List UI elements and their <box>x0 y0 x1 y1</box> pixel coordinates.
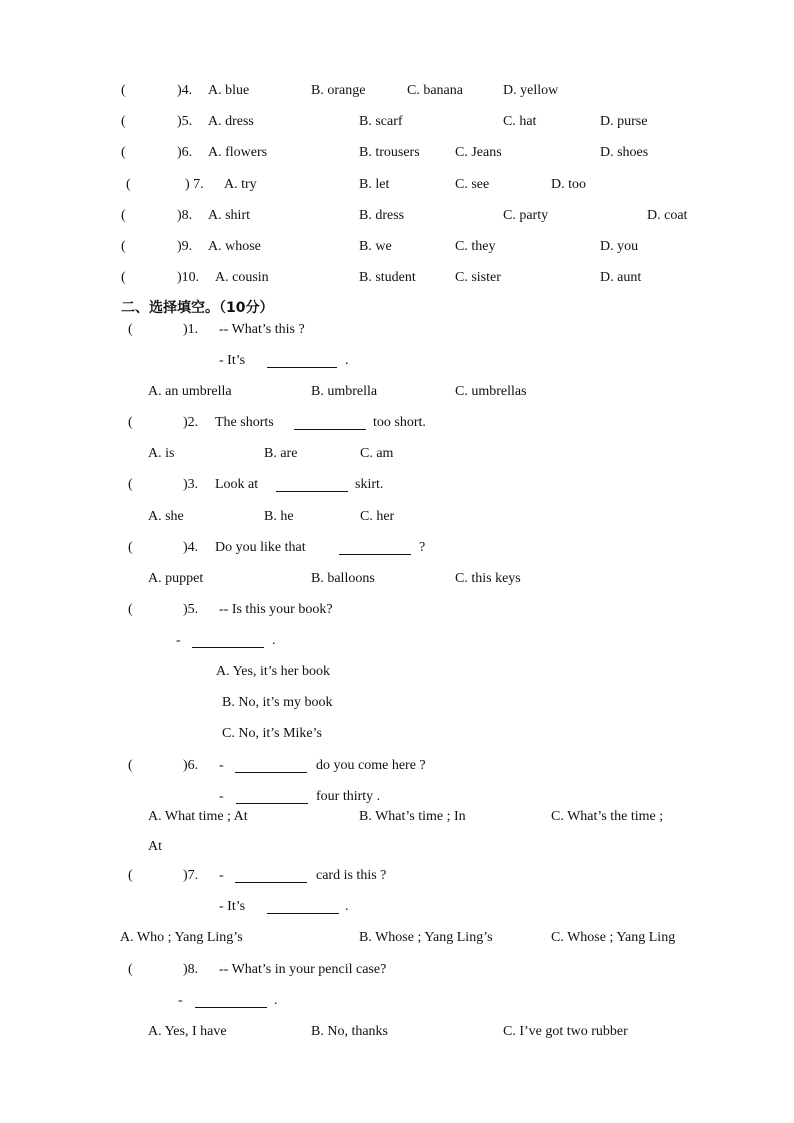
option-d: D. aunt <box>600 270 642 285</box>
option-b: B. let <box>359 177 390 192</box>
option-c: C. umbrellas <box>455 384 527 399</box>
answer-paren: ( <box>126 177 131 192</box>
option-c: C. am <box>360 446 394 461</box>
option-c: C. her <box>360 509 395 524</box>
answer-dash: - <box>178 993 183 1008</box>
option-a: A. blue <box>208 83 250 98</box>
option-a: A. shirt <box>208 208 250 223</box>
answer-suffix: . <box>272 633 276 648</box>
answer-prefix: - It’s <box>219 353 246 368</box>
answer-paren: ( <box>121 208 126 223</box>
answer-suffix: . <box>345 899 349 914</box>
section-2-heading: 二、选择填空。（10分） <box>121 300 274 316</box>
question-number: )7. <box>183 868 199 883</box>
option-continuation-text: At <box>148 839 162 854</box>
answer-suffix: four thirty . <box>316 789 381 804</box>
question-number: )4. <box>177 83 193 98</box>
option-a: A. whose <box>208 239 261 254</box>
question-text-end: do you come here ? <box>316 758 426 773</box>
blank-line[interactable] <box>195 995 267 1008</box>
answer-dash: - <box>219 789 224 804</box>
blank-line[interactable] <box>294 417 366 430</box>
answer-paren: ( <box>128 415 133 430</box>
question-number: )8. <box>177 208 193 223</box>
question-number: )6. <box>177 145 193 160</box>
blank-line[interactable] <box>267 901 339 914</box>
question-number: )2. <box>183 415 199 430</box>
option-c: C. What’s the time ; <box>551 809 664 824</box>
option-c: C. sister <box>455 270 501 285</box>
answer-paren: ( <box>128 602 133 617</box>
option-d: D. coat <box>647 208 688 223</box>
option-d: D. you <box>600 239 639 254</box>
question-text-end: card is this ? <box>316 868 387 883</box>
question-number: )6. <box>183 758 199 773</box>
answer-suffix: . <box>274 993 278 1008</box>
question-number: )5. <box>183 602 199 617</box>
option-b: B. What’s time ; In <box>359 809 466 824</box>
answer-paren: ( <box>128 962 133 977</box>
question-text-end: skirt. <box>355 477 384 492</box>
question-dash: - <box>219 758 224 773</box>
question-text-start: Look at <box>215 477 259 492</box>
answer-paren: ( <box>128 322 133 337</box>
option-c: C. party <box>503 208 549 223</box>
blank-line[interactable] <box>235 870 307 883</box>
option-b: B. he <box>264 509 294 524</box>
answer-paren: ( <box>128 758 133 773</box>
option-c: C. hat <box>503 114 537 129</box>
option-a: A. try <box>224 177 257 192</box>
option-a: A. Yes, it’s her book <box>216 664 330 679</box>
answer-paren: ( <box>121 239 126 254</box>
question-prompt: -- What’s in your pencil case? <box>219 962 387 977</box>
blank-line[interactable] <box>267 355 337 368</box>
option-a: A. an umbrella <box>148 384 232 399</box>
option-b: B. we <box>359 239 392 254</box>
option-a: A. Yes, I have <box>148 1024 227 1039</box>
option-b: B. No, it’s my book <box>222 695 333 710</box>
answer-paren: ( <box>121 145 126 160</box>
answer-paren: ( <box>128 477 133 492</box>
blank-line[interactable] <box>192 635 264 648</box>
option-c: C. No, it’s Mike’s <box>222 726 322 741</box>
option-a: A. dress <box>208 114 254 129</box>
option-c: C. Jeans <box>455 145 502 160</box>
question-dash: - <box>219 868 224 883</box>
option-d: D. yellow <box>503 83 559 98</box>
question-text-start: The shorts <box>215 415 274 430</box>
question-prompt: -- Is this your book? <box>219 602 333 617</box>
option-c: C. I’ve got two rubber <box>503 1024 628 1039</box>
option-b: B. student <box>359 270 416 285</box>
answer-paren: ( <box>121 83 126 98</box>
option-b: B. orange <box>311 83 366 98</box>
answer-prefix: - It’s <box>219 899 246 914</box>
option-b: B. balloons <box>311 571 375 586</box>
question-text-end: too short. <box>373 415 426 430</box>
question-number: )10. <box>177 270 200 285</box>
option-d: D. shoes <box>600 145 649 160</box>
option-b: B. Whose ; Yang Ling’s <box>359 930 493 945</box>
option-c: C. see <box>455 177 490 192</box>
question-number: )8. <box>183 962 199 977</box>
option-a: A. she <box>148 509 184 524</box>
blank-line[interactable] <box>235 760 307 773</box>
option-c: C. this keys <box>455 571 521 586</box>
blank-line[interactable] <box>236 791 308 804</box>
option-c: C. they <box>455 239 496 254</box>
option-b: B. umbrella <box>311 384 378 399</box>
option-c: C. Whose ; Yang Ling <box>551 930 676 945</box>
option-a: A. What time ; At <box>148 809 248 824</box>
question-text-end: ? <box>419 540 426 555</box>
option-b: B. dress <box>359 208 405 223</box>
option-a: A. flowers <box>208 145 268 160</box>
answer-paren: ( <box>121 270 126 285</box>
question-prompt: -- What’s this ? <box>219 322 305 337</box>
option-d: D. too <box>551 177 586 192</box>
option-a: A. puppet <box>148 571 204 586</box>
option-b: B. No, thanks <box>311 1024 388 1039</box>
answer-paren: ( <box>121 114 126 129</box>
answer-paren: ( <box>128 868 133 883</box>
answer-paren: ( <box>128 540 133 555</box>
question-number: )4. <box>183 540 199 555</box>
option-b: B. scarf <box>359 114 403 129</box>
question-number: )5. <box>177 114 193 129</box>
option-b: B. trousers <box>359 145 420 160</box>
option-d: D. purse <box>600 114 648 129</box>
question-number: )3. <box>183 477 199 492</box>
blank-line[interactable] <box>339 542 411 555</box>
answer-dash: - <box>176 633 181 648</box>
question-number: )9. <box>177 239 193 254</box>
answer-suffix: . <box>345 353 349 368</box>
question-number: )1. <box>183 322 199 337</box>
option-a: A. Who ; Yang Ling’s <box>120 930 243 945</box>
blank-line[interactable] <box>276 479 348 492</box>
question-text-start: Do you like that <box>215 540 306 555</box>
option-b: B. are <box>264 446 298 461</box>
question-number: ) 7. <box>185 177 204 192</box>
option-a: A. cousin <box>215 270 269 285</box>
option-a: A. is <box>148 446 175 461</box>
option-c: C. banana <box>407 83 463 98</box>
